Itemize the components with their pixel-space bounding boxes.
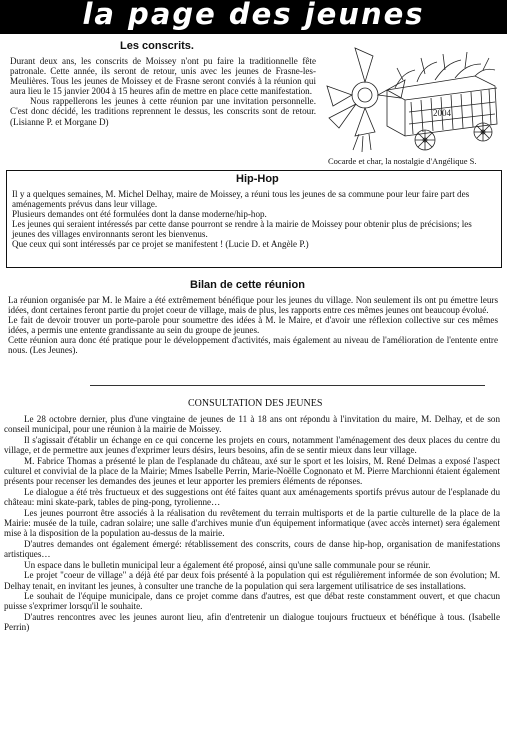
consultation-paragraph-2: Il s'agissait d'établir un échange en ce qui concerne les projets en cours, notamment l'aménagement des deux places du centre du village, et de permettre aux jeunes d'exprimer leurs désirs, leurs besoins, afin de se sentir mieux dans leur village. (4, 434, 500, 456)
consultation-paragraph-10: D'autres rencontres avec les jeunes auront lieu, afin d'entretenir un dialogue toujours fructueux et bénéfique à tous. (Isabelle Perrin) (4, 611, 500, 633)
consultation-paragraph-1: Le 28 octobre dernier, plus d'une vingtaine de jeunes de 11 à 18 ans ont répondu à l'invitation du maire, M. Delhay, et de son conseil municipal, pour une réunion à la mairie de Moissey. (4, 414, 500, 435)
hiphop-title: Hip-Hop (236, 173, 279, 185)
bilan-title: Bilan de cette réunion (190, 279, 305, 291)
conscrits-paragraph-1: Durant deux ans, les conscrits de Moissey n'ont pu faire la traditionnelle fête patronale. Cette année, ils seront de retour, unis avec les jeunes de Frasne-les-Meulières. Tous les jeunes de Moissey et de Frasne seront conviés à la réunion qui aura lieu le 15 janvier 2004 à 15 heures afin de mettre en place cette manifestation. (10, 56, 316, 97)
hiphop-line-4: Que ceux qui sont intéressés par ce projet se manifestent ! (Lucie D. et Angèle P.) (12, 239, 309, 250)
hiphop-line-1: Il y a quelques semaines, M. Michel Delhay, maire de Moissey, a réuni tous les jeunes de sa commune pour leur faire part des aménagements prévus dans leur village. (12, 189, 470, 210)
conscrits-title: Les conscrits. (120, 40, 194, 52)
consultation-paragraph-4: Le dialogue a été très fructueux et des suggestions ont été faites quant aux aménagements sportifs prévus autour de l'esplanade du château: mini skate-park, tables de ping-pong, tyrolienne… (4, 486, 500, 508)
hiphop-line-2: Plusieurs demandes ont été formulées dont la danse moderne/hip-hop. (12, 209, 267, 220)
consultation-paragraph-6: D'autres demandes ont également émergé: rétablissement des conscrits, cours de danse hip-hop, organisation de manifestations artistiques… (4, 538, 500, 560)
bilan-text (8, 295, 498, 356)
drawing-year-label: 2004 (433, 108, 451, 118)
consultation-title: CONSULTATION DES JEUNES (188, 398, 323, 409)
cocarde-char-drawing (325, 40, 503, 154)
conscrits-text (10, 56, 316, 127)
conscrits-image-caption: Cocarde et char, la nostalgie d'Angélique S. (328, 156, 477, 166)
consultation-text (4, 414, 500, 633)
bilan-paragraph-3: Cette réunion aura donc été pratique pour le développement d'activités, mais également au niveau de l'amélioration de l'entente entre nous. (Les Jeunes). (8, 335, 498, 356)
cart-sketch-image (325, 40, 503, 154)
consultation-paragraph-8: Le projet "coeur de village" a déjà été par deux fois présenté à la population qui est régulièrement informée de son évolution; M. Delhay tenait, en invitant les jeunes, à consulter une tranche de la population qui sera largement utilisatrice de ses installations. (4, 570, 500, 591)
consultation-paragraph-7: Un espace dans le bulletin municipal leur a également été proposé, ainsi qu'une salle communale pour se réunir. (24, 559, 431, 570)
conscrits-paragraph-2: Nous rappellerons les jeunes à cette réunion par une invitation personnelle. C'est donc décidé, les traditions reprennent le dessus, les conscrits sont de retour. (Lisianne P. et Morgane D) (10, 96, 316, 127)
consultation-paragraph-9: Le souhait de l'équipe municipale, dans ce projet comme dans d'autres, est que débat reste constamment ouvert, et que chacun puisse s'exprimer lorsqu'il le souhaite. (4, 590, 500, 612)
consultation-paragraph-5: Les jeunes pourront être associés à la réalisation du revêtement du terrain multisports et de la partie culturelle de la place de la Mairie: musée de la tuile, cadran solaire; une salle d'archives munie d'un équipement informatique (avec accès internet) sera également mise à la disposition de la population au-dessus de la mairie. (4, 507, 500, 539)
hiphop-text (12, 189, 496, 250)
bilan-paragraph-2: Le fait de devoir trouver un porte-parole pour soumettre des idées à M. le Maire, et d'avoir une réflexion collective sur ces mêmes idées, a permis une entente grandissante au sein du groupe de jeunes. (8, 315, 498, 336)
hiphop-line-3: Les jeunes qui seraient intéressés par cette danse pourront se rendre à la mairie de Moissey pour obtenir plus de précisions; les jeunes des villages environnants seront les bienvenus. (12, 219, 472, 240)
section-divider (90, 385, 485, 386)
consultation-paragraph-3: M. Fabrice Thomas a présenté le plan de l'esplanade du château, axé sur le sport et les loisirs, M. René Delmas a exposé l'aspect culturel et convivial de la place de la Mairie; Mmes Isabelle Perrin, Marie-Noëlle Cognonato et M. Pierre Marchionni étaient également présents pour recenser les demandes des jeunes et leur apporter les premiers éléments de réponses. (4, 455, 500, 487)
page-title: la page des jeunes (82, 0, 425, 31)
page-banner (0, 0, 507, 34)
bilan-paragraph-1: La réunion organisée par M. le Maire a été extrêmement bénéfique pour les jeunes du village. Non seulement ils ont pu émettre leurs idées, dont certaines feront partie du projet coeur de village, mais de plus, les rapports entre ces mêmes jeunes ont beaucoup évolué. (8, 295, 498, 316)
